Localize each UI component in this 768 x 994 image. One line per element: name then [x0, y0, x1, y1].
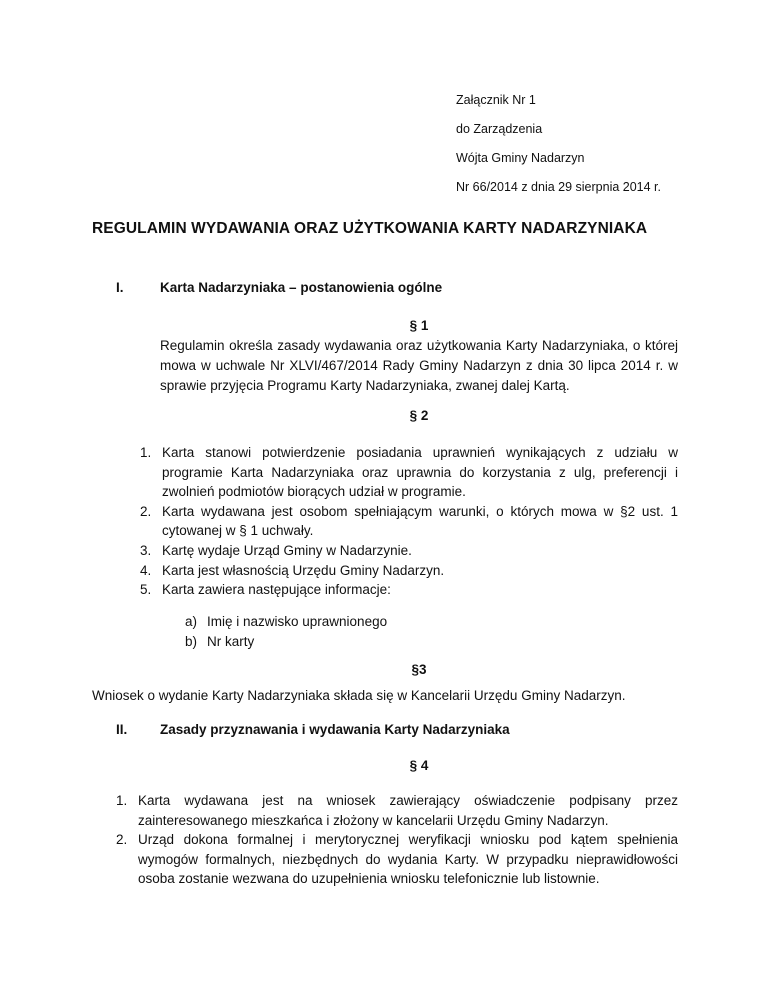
- paragraph-1-text: Regulamin określa zasady wydawania oraz użytkowania Karty Nadarzyniaka, o której mowa w uchwale Nr XLVI/467/2014 Rady Gminy Nadarzyn z dnia 30 lipca 2014 r. w sprawie przyjęcia Programu Karty Nadarzyniaka, zwanej dalej Kartą.: [160, 338, 678, 393]
- paragraph-2-label: § 2: [409, 408, 429, 423]
- section-1-number: I.: [116, 280, 124, 295]
- paragraph-3-text: Wniosek o wydanie Karty Nadarzyniaka składa się w Kancelarii Urzędu Gminy Nadarzyn.: [92, 688, 626, 703]
- list-item: 2. Urząd dokona formalnej i merytorycznej weryfikacji wniosku pod kątem spełnienia wymogów formalnych, niezbędnych do wydania Karty. W przypadku nieprawidłowości osoba zostanie wezwana do uzupełnienia wniosku telefonicznie lub listownie.: [116, 832, 678, 887]
- list-item: 1. Karta stanowi potwierdzenie posiadania uprawnień wynikających z udziału w programie Karta Nadarzyniaka oraz uprawnia do korzystania z ulg, preferencji i zwolnień podmiotów biorących udział w programie.: [140, 445, 678, 500]
- paragraph-1-label: § 1: [409, 318, 429, 333]
- annex-line-4: Nr 66/2014 z dnia 29 sierpnia 2014 r.: [456, 180, 661, 194]
- list-item: a) Imię i nazwisko uprawnionego: [185, 614, 388, 629]
- section-2-heading: Zasady przyznawania i wydawania Karty Nadarzyniaka: [160, 722, 510, 737]
- annex-line-2: do Zarządzenia: [456, 122, 543, 136]
- list-item: 2. Karta wydawana jest osobom spełniającym warunki, o których mowa w §2 ust. 1 cytowanej w § 1 uchwały.: [140, 503, 678, 539]
- paragraph-3-label: §3: [411, 662, 427, 677]
- annex-line-3: Wójta Gminy Nadarzyn: [456, 151, 585, 165]
- paragraph-2-sublist: [185, 612, 585, 651]
- list-item: 1. Karta wydawana jest na wniosek zawierający oświadczenie podpisany przez zainteresowanego mieszkańca i złożony w kancelarii Urzędu Gminy Nadarzyn.: [116, 793, 678, 828]
- paragraph-4-label: § 4: [409, 758, 429, 773]
- list-item: 5. Karta zawiera następujące informacje:: [140, 582, 391, 598]
- list-item: b) Nr karty: [185, 633, 255, 649]
- list-item: 3. Kartę wydaje Urząd Gminy w Nadarzynie.: [140, 542, 412, 558]
- annex-line-1: Załącznik Nr 1: [456, 93, 536, 107]
- paragraph-2-list: [140, 443, 678, 600]
- list-item: 4. Karta jest własnością Urzędu Gminy Nadarzyn.: [140, 562, 445, 578]
- paragraph-4-list: [116, 791, 678, 889]
- section-2-number: II.: [116, 722, 128, 737]
- document-title: REGULAMIN WYDAWANIA ORAZ UŻYTKOWANIA KARTY NADARZYNIAKA: [92, 220, 648, 237]
- annex-header: [456, 86, 661, 202]
- section-1-heading: Karta Nadarzyniaka – postanowienia ogólne: [160, 280, 443, 295]
